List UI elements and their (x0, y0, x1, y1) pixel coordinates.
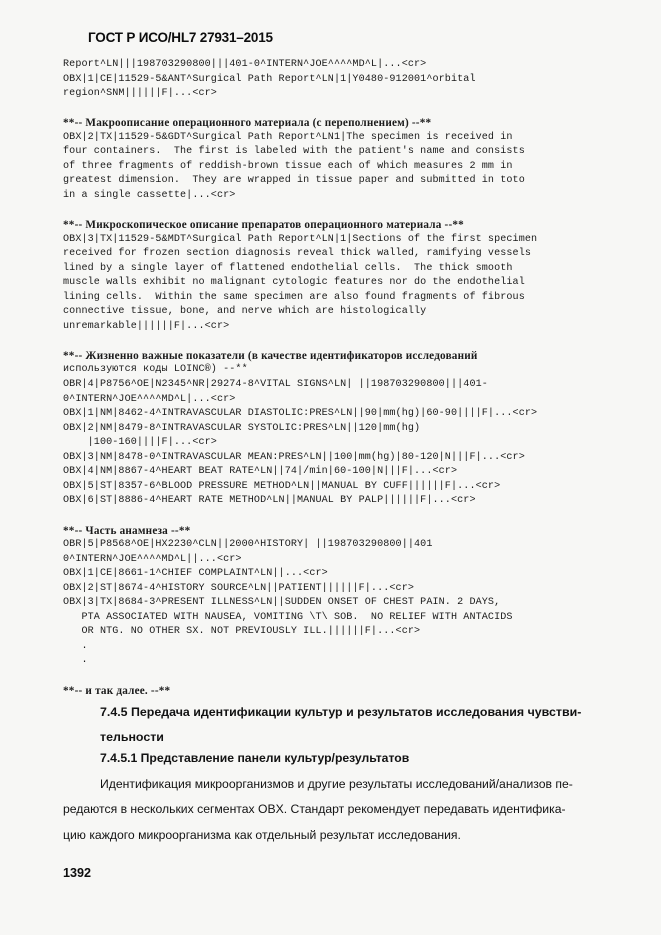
paragraph-line: цию каждого микроорганизма как отдельный результат исследования. (63, 827, 461, 842)
code-line: lining cells. Within the same specimen are also found fragments of fibrous (63, 291, 525, 303)
paragraph-line: Идентификация микроорганизмов и другие результаты исследований/анализов пе- (100, 777, 573, 791)
code-line: PTA ASSOCIATED WITH NAUSEA, VOMITING \T\ SOB. NO RELIEF WITH ANTACIDS (63, 611, 513, 623)
code-line: OR NTG. NO OTHER SX. NOT PREVIOUSLY ILL.||||||F|...<cr> (63, 626, 421, 638)
code-line: four containers. The first is labeled with the patient's name and consists (63, 146, 525, 158)
code-line: OBX|6|ST|8886-4^HEART RATE METHOD^LN||MANUAL BY PALP||||||F|...<cr> (63, 495, 476, 507)
code-line: . (63, 655, 88, 667)
code-spacer (63, 102, 655, 117)
subsection-heading-text: 7.4.5.1 Представление панели культур/результатов (100, 751, 410, 765)
code-line: received for frozen section diagnosis reveal thick walled, ramifying vessels (63, 248, 532, 260)
code-spacer (63, 509, 655, 524)
code-spacer (63, 334, 655, 349)
section-heading-line-1: 7.4.5 Передача идентификации культур и результатов исследования чувстви- (100, 705, 582, 719)
code-line: OBX|5|ST|8357-6^BLOOD PRESSURE METHOD^LN||MANUAL BY CUFF||||||F|...<cr> (63, 480, 501, 492)
code-spacer (63, 669, 655, 684)
code-line: unremarkable||||||F|...<cr> (63, 320, 230, 332)
code-line: in a single cassette|...<cr> (63, 189, 236, 201)
code-line: region^SNM||||||F|...<cr> (63, 88, 217, 100)
paragraph-line: редаются в нескольких сегментах OBX. Стандарт рекомендует передавать идентифика- (63, 802, 566, 817)
code-caption-line: **-- Часть анамнеза --** (63, 524, 191, 537)
code-line: OBX|2|TX|11529-5&GDT^Surgical Path Report^LN1|The specimen is received in (63, 131, 513, 143)
code-line: OBX|1|CE|11529-5&ANT^Surgical Path Report^LN|1|Y0480-912001^orbital (63, 73, 476, 85)
code-line: OBX|3|TX|8684-3^PRESENT ILLNESS^LN||SUDDEN ONSET OF CHEST PAIN. 2 DAYS, (63, 597, 501, 609)
code-caption-line: **-- и так далее. --** (63, 684, 171, 697)
code-caption-line: **-- Микроскопическое описание препаратов операционного материала --** (63, 219, 464, 232)
code-line: OBR|4|P8756^OE|N2345^NR|29274-8^VITAL SIGNS^LN| ||198703290800|||401- (63, 379, 488, 391)
page-title: ГОСТ Р ИСО/HL7 27931–2015 (88, 30, 273, 45)
subsection-heading (100, 748, 620, 768)
code-line: OBX|3|TX|11529-5&MDT^Surgical Path Report^LN|1|Sections of the first specimen (63, 233, 538, 245)
code-line: connective tissue, bone, and nerve which are histologically (63, 306, 427, 318)
code-line: muscle walls exhibit no malignant cytologic features nor do the endothelial (63, 277, 525, 289)
code-line: lined by a single layer of flattened endothelial cells. The thick smooth (63, 262, 513, 274)
code-line: OBX|4|NM|8867-4^HEART BEAT RATE^LN||74|/min|60-100|N|||F|...<cr> (63, 466, 458, 478)
code-spacer (63, 203, 655, 218)
hl7-code-listing (63, 58, 655, 698)
code-line: OBX|2|ST|8674-4^HISTORY SOURCE^LN||PATIENT||||||F|...<cr> (63, 582, 415, 594)
code-line: Report^LN|||198703290800|||401-0^INTERN^JOE^^^^MD^L|...<cr> (63, 59, 427, 70)
code-caption-line: **-- Макроописание операционного материала (с переполнением) --** (63, 117, 432, 130)
section-heading-line-2: тельности (100, 730, 164, 744)
section-heading (100, 700, 661, 750)
code-line: 0^INTERN^JOE^^^^MD^L|...<cr> (63, 393, 236, 405)
code-line: OBR|5|P8568^OE|HX2230^CLN||2000^HISTORY| ||198703290800||401 (63, 539, 433, 551)
page-number: 1392 (63, 866, 92, 880)
code-line: используются коды LOINC®) --** (63, 364, 248, 376)
code-line: OBX|1|NM|8462-4^INTRAVASCULAR DIASTOLIC:PRES^LN||90|mm(hg)|60-90||||F|...<cr> (63, 408, 538, 420)
code-line: 0^INTERN^JOE^^^^MD^L||...<cr> (63, 553, 242, 565)
code-line: OBX|1|CE|8661-1^CHIEF COMPLAINT^LN||...<cr> (63, 568, 328, 580)
body-paragraph (63, 772, 601, 848)
code-line: of three fragments of reddish-brown tissue each of which measures 2 mm in (63, 160, 513, 172)
code-caption-line: **-- Жизненно важные показатели (в качестве идентификаторов исследований (63, 349, 478, 362)
code-line: OBX|3|NM|8478-0^INTRAVASCULAR MEAN:PRES^LN||100|mm(hg)|80-120|N|||F|...<cr> (63, 451, 525, 463)
code-line: . (63, 640, 88, 652)
code-line: greatest dimension. They are wrapped in tissue paper and submitted in toto (63, 175, 525, 187)
code-line: |100-160||||F|...<cr> (63, 437, 217, 449)
code-line: OBX|2|NM|8479-8^INTRAVASCULAR SYSTOLIC:PRES^LN||120|mm(hg) (63, 422, 421, 434)
